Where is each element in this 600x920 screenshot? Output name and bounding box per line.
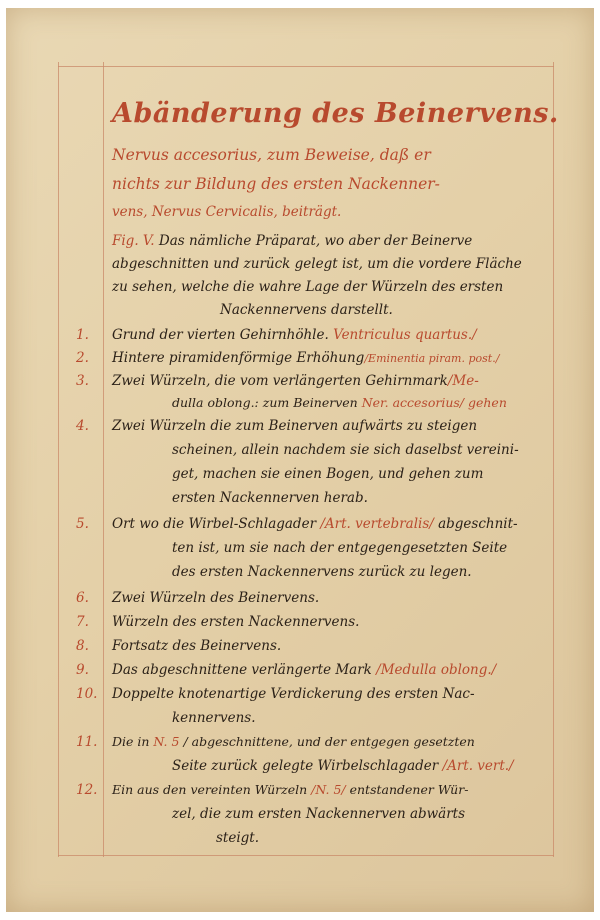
item-text: Die in [112,734,154,749]
item-number: 11. [76,734,98,750]
item-text: dulla oblong.: zum Beinerven [172,395,362,410]
latin-term: Ventriculus quartus./ [333,327,477,343]
latin-term: Ner. accesorius/ gehen [361,395,507,410]
figure-label: Fig. V. [112,233,155,249]
item-number: 8. [76,638,89,654]
figure-caption-line-2: abgeschnitten und zurück gelegt ist, um die vordere Fläche [112,256,522,272]
item-text: Grund der vierten Gehirnhöhle. [112,327,334,343]
item-number: 2. [76,350,89,366]
list-item-cont: get, machen sie einen Bogen, und gehen zum [172,466,484,482]
list-item [112,782,552,797]
item-text: Seite zurück gelegte Wirbelschlagader [172,758,443,774]
item-number: 12. [76,782,98,798]
figure-caption-line-4: Nackennervens darstellt. [220,302,393,318]
list-item: Fortsatz des Beinervens. [112,638,282,654]
item-number: 9. [76,662,89,678]
list-item [112,662,552,678]
latin-term: /Art. vert./ [442,758,514,774]
latin-term: /N. 5/ [311,782,346,797]
list-item-cont [172,395,600,410]
list-item: Zwei Würzeln die zum Beinerven aufwärts zu steigen [112,418,478,434]
list-item-cont: zel, die zum ersten Nackennerven abwärts [172,806,466,822]
item-text: Zwei Würzeln, die vom verlängerten Gehirnmark [112,373,448,389]
item-text: Ort wo die Wirbel-Schlagader [112,516,321,532]
list-item [112,327,552,343]
list-item-cont [172,758,600,774]
item-text: / abgeschnittene, und der entgegen gesetzten [179,734,475,749]
item-number: 1. [76,327,89,343]
list-item [112,373,552,389]
figure-caption-line-3: zu sehen, welche die wahre Lage der Würzeln des ersten [112,279,504,295]
item-number: 7. [76,614,89,630]
latin-term: /Eminentia piram. post./ [364,352,500,365]
list-item [112,734,552,749]
subtitle-line-3: vens, Nervus Cervicalis, beiträgt. [112,204,342,220]
item-number: 6. [76,590,89,606]
list-item [112,350,552,366]
item-number: 4. [76,418,89,434]
item-text: Ein aus den vereinten Würzeln [112,782,312,797]
list-item: Würzeln des ersten Nackennervens. [112,614,360,630]
item-number: 3. [76,373,89,389]
figure-caption-line-1 [112,233,552,249]
subtitle-line-1: Nervus accesorius, zum Beweise, daß er [112,146,431,164]
latin-term: /Art. vertebralis/ [320,516,434,532]
list-item-cont: scheinen, allein nachdem sie sich daselbst vereini- [172,442,519,458]
list-item-cont: ten ist, um sie nach der entgegengesetzten Seite [172,540,508,556]
latin-term: /Medulla oblong./ [376,662,497,678]
item-text: entstandener Wür- [345,782,469,797]
list-item-cont: des ersten Nackennervens zurück zu legen. [172,564,472,580]
page-title: Abänderung des Beinervens. [112,98,559,129]
list-item-cont: steigt. [216,830,260,846]
figure-text-1: Das nämliche Präparat, wo aber der Beinerve [158,233,473,249]
subtitle-line-2: nichts zur Bildung des ersten Nackenner- [112,175,440,193]
list-item: Zwei Würzeln des Beinervens. [112,590,320,606]
latin-term: /Me- [447,373,479,389]
list-item-cont: ersten Nackennerven herab. [172,490,368,506]
list-item [112,516,552,532]
latin-term: N. 5 [153,734,180,749]
list-item: Doppelte knotenartige Verdickerung des ersten Nac- [112,686,475,702]
list-item-cont: kennervens. [172,710,256,726]
item-text: Das abgeschnittene verlängerte Mark [112,662,377,678]
item-text: Hintere piramidenförmige Erhöhung [112,350,365,366]
item-number: 5. [76,516,89,532]
item-text: abgeschnit- [433,516,518,532]
item-number: 10. [76,686,98,702]
